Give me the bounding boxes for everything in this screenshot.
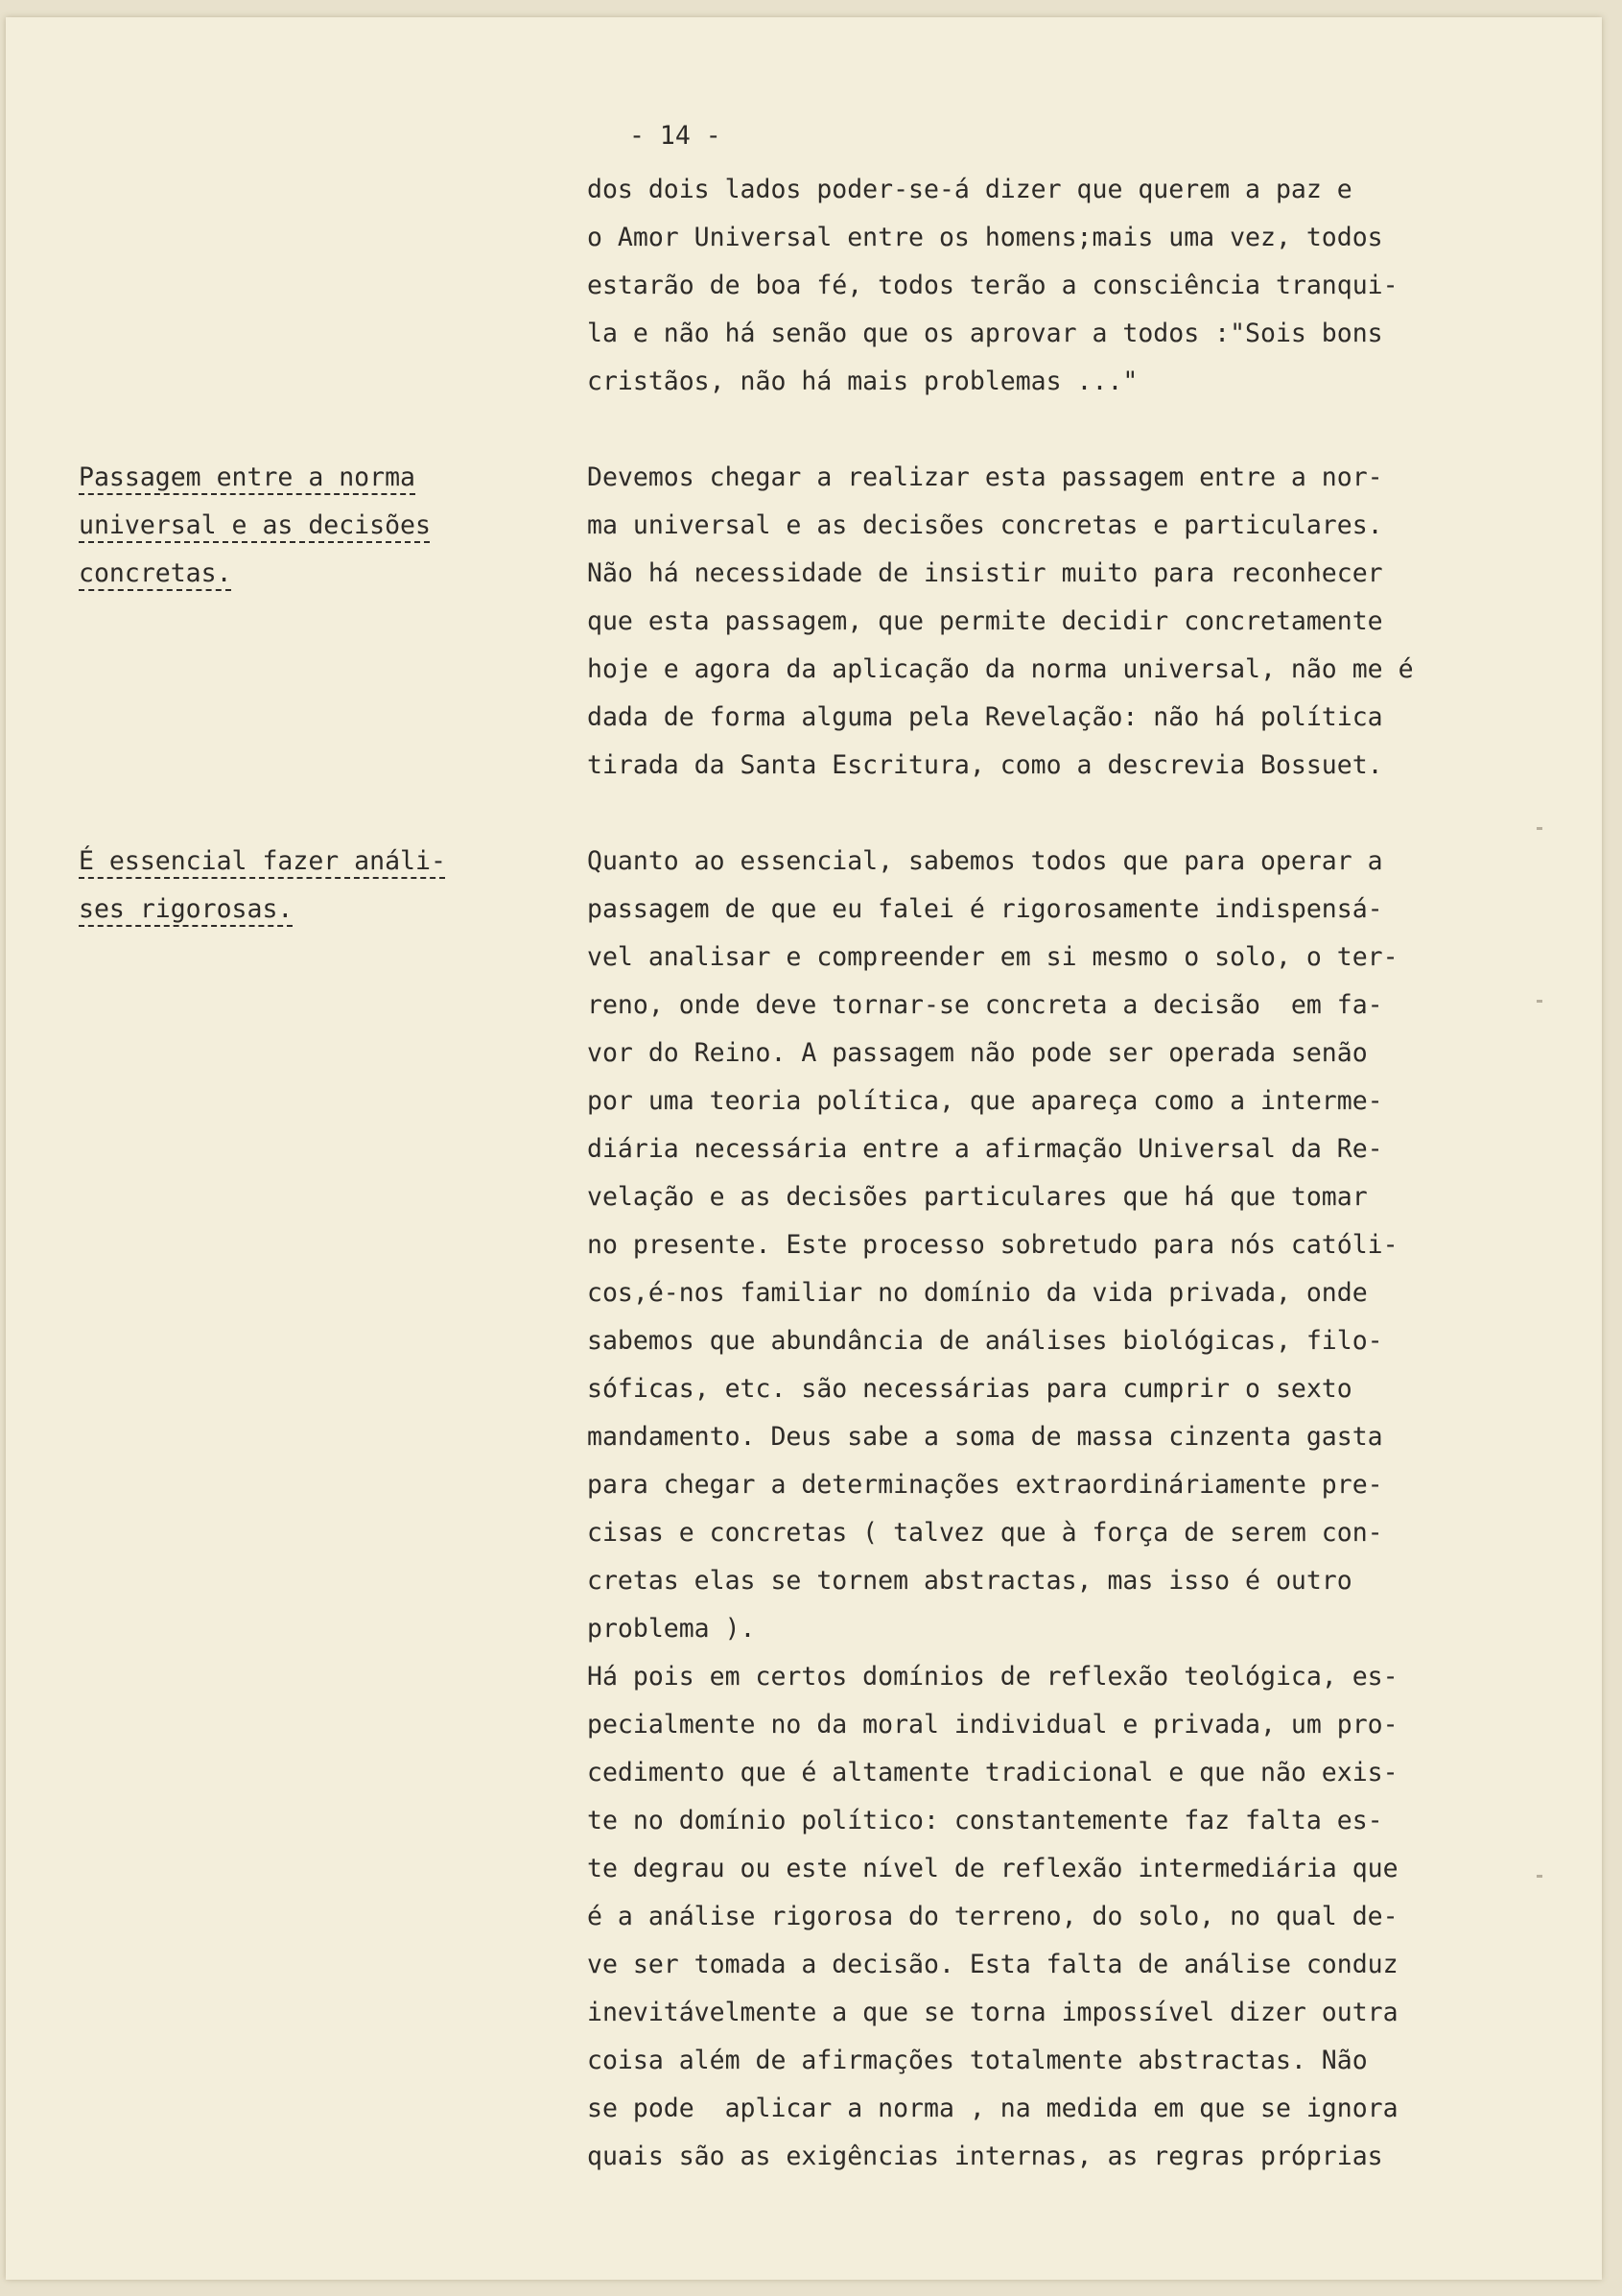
- text-line: Há pois em certos domínios de reflexão teológica, es-: [587, 1662, 1399, 1692]
- text-line: é a análise rigorosa do terreno, do solo, no qual de-: [587, 1902, 1399, 1931]
- text-line: que esta passagem, que permite decidir concretamente: [587, 606, 1383, 636]
- paper-edge-mark: [1537, 1000, 1542, 1003]
- text-line: sabemos que abundância de análises biológicas, filo-: [587, 1326, 1383, 1356]
- text-line: inevitávelmente a que se torna impossível dizer outra: [587, 1998, 1399, 2027]
- text-line: quais são as exigências internas, as regras próprias: [587, 2142, 1383, 2171]
- text-line: tirada da Santa Escritura, como a descrevia Bossuet.: [587, 750, 1383, 780]
- text-line: cristãos, não há mais problemas ...": [587, 367, 1139, 396]
- margin-note-line: É essencial fazer análi-: [79, 846, 446, 876]
- text-line: dos dois lados poder-se-á dizer que querem a paz e: [587, 175, 1352, 204]
- text-line: vor do Reino. A passagem não pode ser operada senão: [587, 1038, 1368, 1068]
- text-line: Quanto ao essencial, sabemos todos que para operar a: [587, 846, 1383, 876]
- paper-edge-mark: [1537, 1875, 1542, 1878]
- typewritten-page: [6, 17, 1602, 2280]
- text-line: te no domínio político: constantemente faz falta es-: [587, 1806, 1383, 1835]
- text-line: te degrau ou este nível de reflexão intermediária que: [587, 1854, 1399, 1883]
- text-line: mandamento. Deus sabe a soma de massa cinzenta gasta: [587, 1422, 1383, 1452]
- text-line: velação e as decisões particulares que há que tomar: [587, 1182, 1368, 1212]
- text-line: passagem de que eu falei é rigorosamente indispensá-: [587, 894, 1383, 924]
- text-line: problema ).: [587, 1614, 756, 1644]
- margin-note-line: ses rigorosas.: [79, 894, 294, 924]
- text-line: para chegar a determinações extraordináriamente pre-: [587, 1470, 1383, 1500]
- text-line: vel analisar e compreender em si mesmo o solo, o ter-: [587, 942, 1399, 972]
- text-line: reno, onde deve tornar-se concreta a decisão em fa-: [587, 990, 1383, 1020]
- text-line: ve ser tomada a decisão. Esta falta de análise conduz: [587, 1950, 1399, 1979]
- margin-note-line: Passagem entre a norma: [79, 462, 415, 492]
- text-line: sóficas, etc. são necessárias para cumprir o sexto: [587, 1374, 1352, 1404]
- text-line: por uma teoria política, que apareça como a interme-: [587, 1086, 1383, 1116]
- text-line: o Amor Universal entre os homens;mais uma vez, todos: [587, 223, 1383, 252]
- text-line: Devemos chegar a realizar esta passagem entre a nor-: [587, 462, 1383, 492]
- text-line: no presente. Este processo sobretudo para nós católi-: [587, 1230, 1399, 1260]
- text-line: cisas e concretas ( talvez que à força de serem con-: [587, 1518, 1383, 1548]
- text-line: diária necessária entre a afirmação Universal da Re-: [587, 1134, 1383, 1164]
- text-line: estarão de boa fé, todos terão a consciência tranqui-: [587, 271, 1399, 300]
- text-line: Não há necessidade de insistir muito para reconhecer: [587, 558, 1383, 588]
- text-line: coisa além de afirmações totalmente abstractas. Não: [587, 2046, 1368, 2075]
- margin-note-line: concretas.: [79, 558, 232, 588]
- text-line: se pode aplicar a norma , na medida em que se ignora: [587, 2094, 1399, 2123]
- text-line: dada de forma alguma pela Revelação: não há política: [587, 702, 1383, 732]
- paper-edge-mark: [1537, 827, 1542, 830]
- text-line: cretas elas se tornem abstractas, mas isso é outro: [587, 1566, 1352, 1596]
- page-number: - 14 -: [629, 121, 721, 151]
- text-line: cos,é-nos familiar no domínio da vida privada, onde: [587, 1278, 1368, 1308]
- text-line: la e não há senão que os aprovar a todos :"Sois bons: [587, 319, 1383, 348]
- text-line: cedimento que é altamente tradicional e que não exis-: [587, 1758, 1399, 1787]
- text-line: ma universal e as decisões concretas e particulares.: [587, 510, 1383, 540]
- text-line: pecialmente no da moral individual e privada, um pro-: [587, 1710, 1399, 1740]
- text-line: hoje e agora da aplicação da norma universal, não me é: [587, 654, 1414, 684]
- margin-note-line: universal e as decisões: [79, 510, 431, 540]
